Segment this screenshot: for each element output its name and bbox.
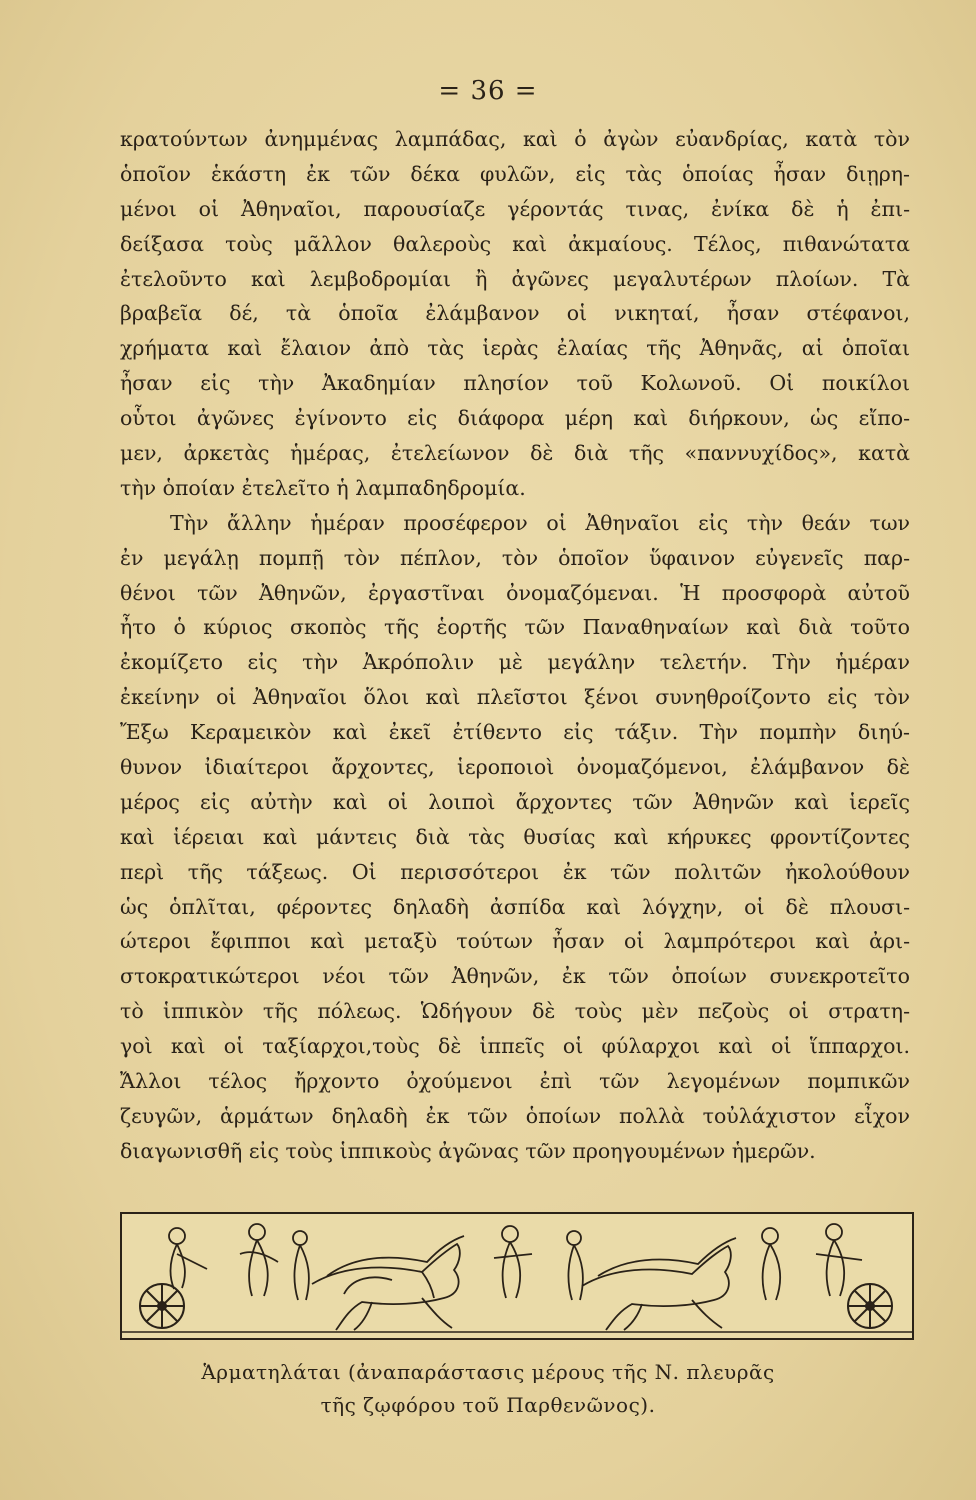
frieze-illustration — [120, 1212, 914, 1340]
text-line: στοκρατικώτεροι νέοι τῶν Ἀθηνῶν, ἐκ τῶν ὁποίων συνεκροτεῖτο — [120, 964, 910, 989]
text-line: οὗτοι ἀγῶνες ἐγίνοντο εἰς διάφορα μέρη καὶ διήρκουν, ὡς εἴπο- — [120, 406, 910, 431]
text-line: Ἄλλοι τέλος ἤρχοντο ὀχούμενοι ἐπὶ τῶν λεγομένων πομπικῶν — [120, 1069, 910, 1094]
horse-team-left — [312, 1236, 464, 1330]
text-line: βραβεῖα δέ, τὰ ὁποῖα ἐλάμβανον οἱ νικηταί, ἦσαν στέφανοι, — [120, 301, 910, 326]
text-line: Ἔξω Κεραμεικὸν καὶ ἐκεῖ ἐτίθεντο εἰς τάξιν. Τὴν πομπὴν διηύ- — [120, 720, 910, 745]
text-line: ἦσαν εἰς τὴν Ἀκαδημίαν πλησίον τοῦ Κολωνοῦ. Οἱ ποικίλοι — [120, 371, 910, 396]
figure-caption-line-2: τῆς ζῳφόρου τοῦ Παρθενῶνος). — [320, 1393, 656, 1417]
text-line: καὶ ἱέρειαι καὶ μάντεις διὰ τὰς θυσίας καὶ κήρυκες φροντίζοντες — [120, 824, 910, 849]
charioteer-figures-right — [762, 1224, 862, 1300]
chariot-frieze-drawing — [122, 1214, 912, 1338]
text-line: τὴν ὁποίαν ἐτελεῖτο ἡ λαμπαδηδρομία. — [120, 475, 526, 500]
text-line: διαγωνισθῆ εἰς τοὺς ἱππικοὺς ἀγῶνας τῶν προηγουμένων ἡμερῶν. — [120, 1138, 816, 1163]
figure-caption-line-1: Ἁρματηλάται (ἀναπαράστασις μέρους τῆς Ν. πλευρᾶς — [201, 1360, 775, 1384]
text-line: ἦτο ὁ κύριος σκοπὸς τῆς ἑορτῆς τῶν Παναθηναίων καὶ διὰ τοῦτο — [120, 615, 910, 640]
text-line: κρατούντων ἀνημμένας λαμπάδας, καὶ ὁ ἀγὼν εὐανδρίας, κατὰ τὸν — [120, 127, 910, 151]
chariot-wheel-right — [848, 1284, 892, 1328]
text-line: τὸ ἱππικὸν τῆς πόλεως. Ὡδήγουν δὲ τοὺς μὲν πεζοὺς οἱ στρατη- — [120, 999, 910, 1024]
text-line: Τὴν ἄλλην ἡμέραν προσέφερον οἱ Ἀθηναῖοι εἰς τὴν θεάν των — [170, 510, 910, 535]
text-line: θένοι τῶν Ἀθηνῶν, ἐργαστῖναι ὀνομαζόμεναι. Ἡ προσφορὰ αὐτοῦ — [120, 580, 910, 605]
text-line: ἐκείνην οἱ Ἀθηναῖοι ὅλοι καὶ πλεῖστοι ξένοι συνηθροίζοντο εἰς τὸν — [120, 685, 910, 710]
body-text — [120, 122, 910, 1169]
text-line: μεν, ἀρκετὰς ἡμέρας, ἐτελείωνον δὲ διὰ τῆς «παννυχίδος», κατὰ — [120, 441, 910, 466]
text-line: ὁποῖον ἑκάστη ἐκ τῶν δέκα φυλῶν, εἰς τὰς ὁποίας ἦσαν διῃρη- — [120, 161, 910, 186]
text-line: μέρος εἰς αὐτὴν καὶ οἱ λοιποὶ ἄρχοντες τῶν Ἀθηνῶν καὶ ἱερεῖς — [120, 789, 910, 814]
text-line: ἐν μεγάλῃ πομπῇ τὸν πέπλον, τὸν ὁποῖον ὕφαινον εὐγενεῖς παρ- — [120, 545, 910, 570]
text-line: ζευγῶν, ἁρμάτων δηλαδὴ ἐκ τῶν ὁποίων πολλὰ τοὐλάχιστον εἶχον — [120, 1103, 910, 1128]
text-line: θυνον ἰδιαίτεροι ἄρχοντες, ἱεροποιοὶ ὀνομαζόμενοι, ἐλάμβανον δὲ — [120, 755, 910, 780]
text-line: ὡς ὁπλῖται, φέροντες δηλαδὴ ἀσπίδα καὶ λόγχην, οἱ δὲ πλουσι- — [120, 894, 910, 919]
text-line: ώτεροι ἔφιπποι καὶ μεταξὺ τούτων ἦσαν οἱ λαμπρότεροι καὶ ἀρι- — [120, 929, 910, 954]
text-line: δείξασα τοὺς μᾶλλον θαλεροὺς καὶ ἀκμαίους. Τέλος, πιθανώτατα — [120, 231, 910, 256]
chariot-wheel-left — [140, 1284, 184, 1328]
horse-team-middle — [582, 1238, 736, 1330]
text-line: περὶ τῆς τάξεως. Οἱ περισσότεροι ἐκ τῶν πολιτῶν ἠκολούθουν — [120, 859, 910, 884]
charioteer-figures-middle — [494, 1226, 583, 1300]
text-line: ἐκομίζετο εἰς τὴν Ἀκρόπολιν μὲ μεγάλην τελετήν. Τὴν ἡμέραν — [120, 650, 910, 675]
charioteer-figures-left — [169, 1224, 309, 1300]
text-line: ἐτελοῦντο καὶ λεμβοδρομίαι ἢ ἀγῶνες μεγαλυτέρων πλοίων. Τὰ — [120, 266, 910, 291]
text-line: χρήματα καὶ ἔλαιον ἀπὸ τὰς ἱερὰς ἐλαίας τῆς Ἀθηνᾶς, αἱ ὁποῖαι — [120, 336, 910, 361]
page-number: = 36 = — [438, 76, 538, 106]
text-line: μένοι οἱ Ἀθηναῖοι, παρουσίαζε γέροντάς τινας, ἐνίκα δὲ ἡ ἐπι- — [120, 196, 910, 221]
text-line: γοὶ καὶ οἱ ταξίαρχοι,τοὺς δὲ ἱππεῖς οἱ φύλαρχοι καὶ οἱ ἵππαρχοι. — [120, 1034, 910, 1059]
